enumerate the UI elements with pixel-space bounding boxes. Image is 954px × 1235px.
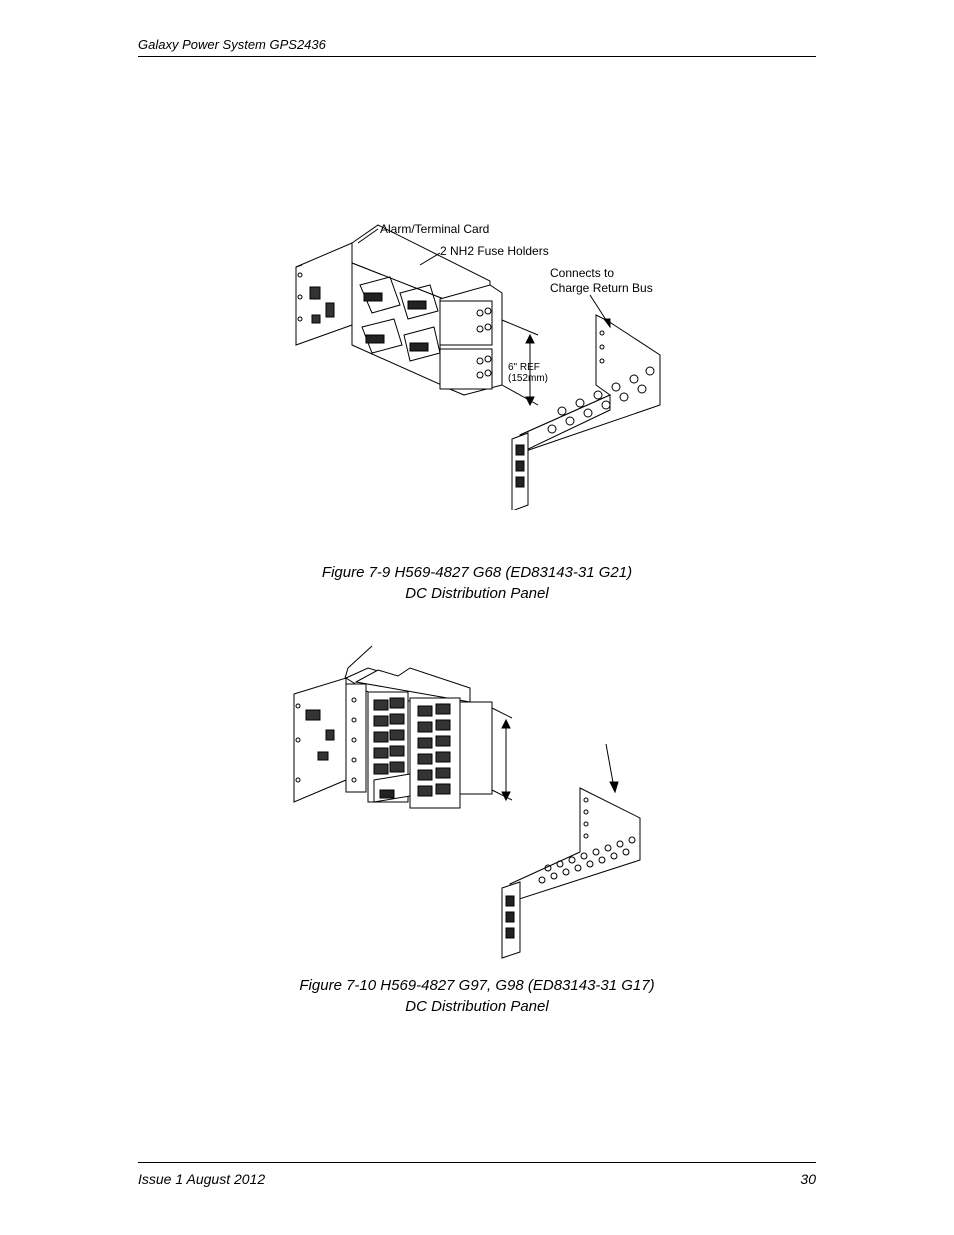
figure-7-10-caption-line1: Figure 7-10 H569-4827 G97, G98 (ED83143-31 G17) bbox=[299, 977, 655, 994]
label-connects-to: Connects to bbox=[550, 266, 615, 280]
header-title: Galaxy Power System GPS2436 bbox=[138, 37, 326, 52]
label-charge-return-bus: Charge Return Bus bbox=[550, 281, 653, 295]
footer-page-number: 30 bbox=[800, 1171, 816, 1187]
label-ref-metric: (152mm) bbox=[508, 373, 549, 384]
breaker-modules-drawing bbox=[346, 668, 492, 808]
alarm-card-drawing bbox=[294, 678, 346, 802]
footer-issue: Issue 1 August 2012 bbox=[138, 1171, 266, 1187]
label-alarm-terminal-card: Alarm/Terminal Card bbox=[380, 222, 490, 236]
page-header bbox=[138, 34, 816, 57]
label-fuse-holders: 2 NH2 Fuse Holders bbox=[440, 244, 549, 258]
bus-bracket-drawing bbox=[502, 788, 640, 958]
figure-7-10-drawing bbox=[290, 640, 650, 960]
alarm-terminal-card-drawing bbox=[296, 243, 352, 345]
figure-7-9-caption bbox=[138, 562, 816, 604]
figure-7-9-drawing bbox=[290, 215, 680, 510]
figure-7-10-caption bbox=[138, 975, 816, 1017]
charge-return-bus-drawing bbox=[512, 315, 660, 510]
page-footer bbox=[138, 1162, 816, 1187]
figure-7-9-caption-line1: Figure 7-9 H569-4827 G68 (ED83143-31 G21) bbox=[321, 564, 633, 581]
figure-7-9-caption-line2: DC Distribution Panel bbox=[405, 585, 549, 602]
figure-7-10-caption-line2: DC Distribution Panel bbox=[405, 998, 549, 1015]
label-ref-dimension: 6" REF bbox=[508, 362, 540, 373]
